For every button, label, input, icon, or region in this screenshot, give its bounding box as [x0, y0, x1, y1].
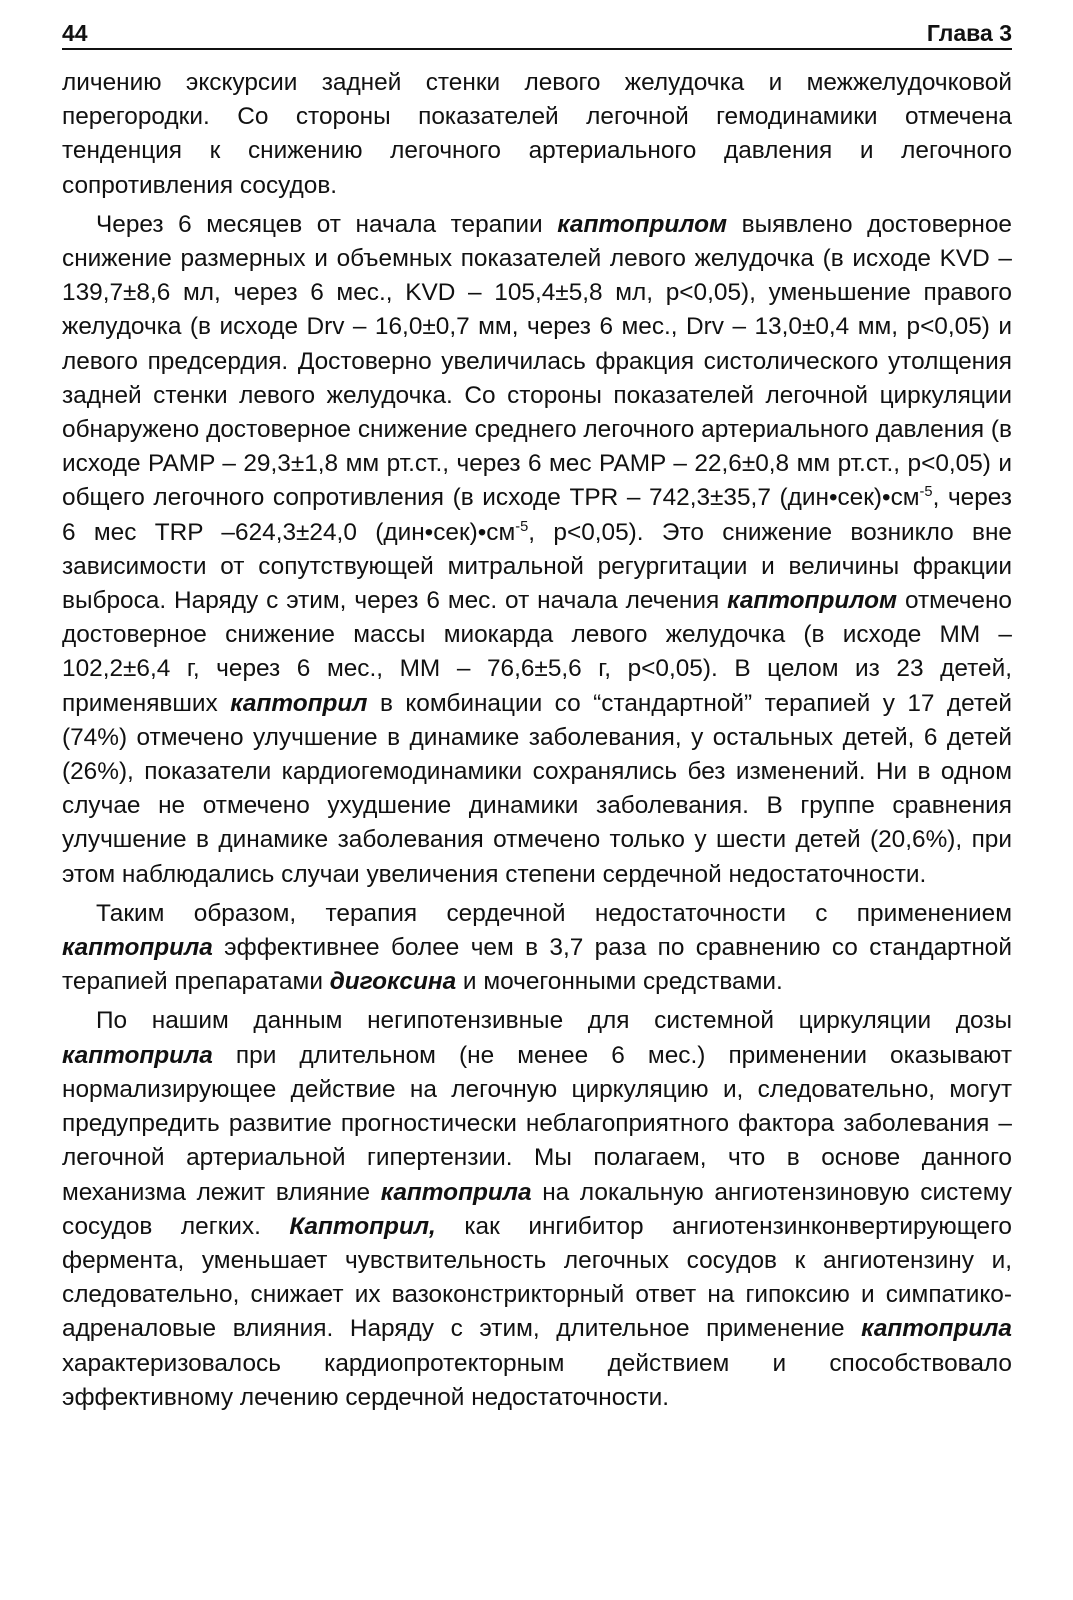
drug-name-emphasis: каптоприла — [380, 1178, 532, 1206]
paragraph-continued — [62, 66, 1012, 203]
text-run: , p<0,05). Это снижение возникло вне зависимости от сопутствующей митральной регургитации и величины фракции выброса. Наряду с этим, через 6 мес. от начала лечения — [62, 518, 1013, 615]
drug-name-emphasis: каптоприла — [62, 934, 213, 962]
text-run: как ингибитор ангиотензинконвертирующего фермента, уменьшает чувствительность легочных сосудов к ангиотензину и, следовательно, снижает их вазоконстрикторный ответ на гипоксию и симпатико-адреналовые влияния. Наряду с этим, длительное применение — [62, 1212, 1013, 1343]
drug-name-emphasis: каптоприла — [861, 1315, 1012, 1343]
text-run: , через 6 мес TRP –624,3±24,0 (дин•сек)•см — [62, 484, 1012, 546]
superscript-exponent: -5 — [919, 484, 933, 501]
text-run: характеризовалось кардиопротекторным действием и способствовало эффективному лечению сердечной недостаточности. — [62, 1349, 1012, 1411]
drug-name-emphasis: дигоксина — [329, 968, 457, 996]
paragraph — [62, 897, 1012, 1000]
text-run: Таким образом, терапия сердечной недостаточности с применением — [96, 899, 1012, 927]
running-header — [62, 12, 1012, 50]
drug-name-emphasis: Каптоприл, — [289, 1212, 436, 1240]
drug-name-emphasis: каптоприл — [230, 689, 368, 717]
drug-name-emphasis: каптоприлом — [557, 210, 728, 238]
text-run: выявлено достоверное снижение размерных и объемных показателей левого желудочка (в исходе KVD – 139,7±8,6 мл, через 6 мес., KVD – 105,4±5,8 мл, p<0,05), уменьшение правого желудочка (в исходе Drv – 16,0±0,7 мм, через 6 мес., Drv – 13,0±0,4 мм, p<0,05) и левого предсердия. Достоверно увеличилась фракция систолического утолщения задней стенки левого желудочка. Со стороны показателей легочной циркуляции обнаружено достоверное снижение среднего легочного артериального давления (в исходе PAMP – 29,3±1,8 мм рт.ст., через 6 мес PAMP – 22,6±0,8 мм рт.ст., p<0,05) и общего легочного сопротивления (в исходе TPR – 742,3±35,7 (дин•сек)•см — [62, 210, 1012, 512]
text-run: на локальную ангиотензиновую систему сосудов легких. — [62, 1178, 1012, 1240]
text-run: По нашим данным негипотензивные для системной циркуляции дозы — [96, 1007, 1012, 1035]
text-run: при длительном (не менее 6 мес.) применении оказывают нормализирующее действие на легочную циркуляцию и, следовательно, могут предупредить развитие прогностически неблагоприятного фактора заболевания – легочной артериальной гипертензии. Мы полагаем, что в основе данного механизма лежит влияние — [62, 1041, 1012, 1206]
superscript-exponent: -5 — [515, 518, 529, 535]
drug-name-emphasis: каптоприлом — [727, 587, 898, 615]
paragraph — [62, 1004, 1012, 1414]
text-run: в комбинации со “стандартной” терапией у 17 детей (74%) отмечено улучшение в динамике заболевания, у остальных детей, 6 детей (26%), показатели кардиогемодинамики сохранялись без изменений. Ни в одном случае не отмечено ухудшение динамики заболевания. В группе сравнения улучшение в динамике заболевания отмечено только у шести детей (20,6%), при этом наблюдались случаи увеличения степени сердечной недостаточности. — [62, 689, 1012, 888]
drug-name-emphasis: каптоприла — [62, 1041, 213, 1069]
text-run: отмечено достоверное снижение массы миокарда левого желудочка (в исходе MM – 102,2±6,4 г, через 6 мес., MM – 76,6±5,6 г, p<0,05). В целом из 23 детей, применявших — [62, 587, 1012, 717]
paragraph — [62, 208, 1012, 892]
body-text — [62, 66, 1012, 1415]
page-number: 44 — [62, 20, 88, 46]
text-run: и мочегонными средствами. — [456, 968, 783, 996]
chapter-title: Глава 3 — [926, 20, 1012, 46]
text-run: Через 6 месяцев от начала терапии — [96, 210, 558, 238]
text-run: эффективнее более чем в 3,7 раза по сравнению со стандартной терапией препаратами — [62, 934, 1012, 996]
text-run: личению экскурсии задней стенки левого желудочка и межжелудочковой перегородки. Со стороны показателей легочной гемодинамики отмечена тенденция к снижению легочного артериального давления и легочного сопротивления сосудов. — [62, 69, 1012, 199]
